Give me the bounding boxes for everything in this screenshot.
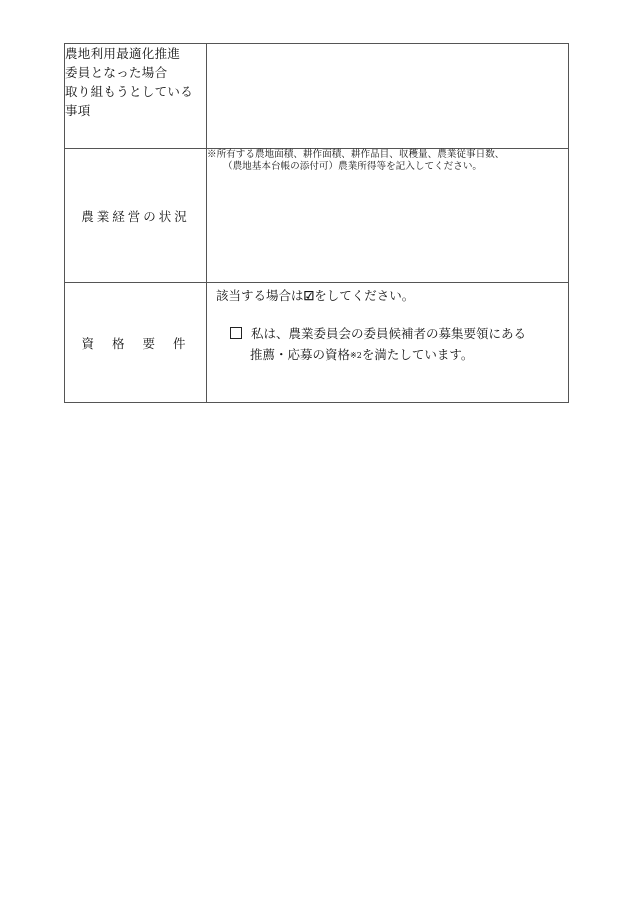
initiatives-input-area[interactable] — [207, 44, 569, 149]
application-form-table — [64, 43, 569, 403]
qualification-text-b: を満たしています。 — [361, 347, 474, 362]
row-qualifications — [65, 283, 569, 403]
note-line-2: （農地基本台帳の添付可）農業所得等を記入してください。 — [223, 161, 483, 172]
qualification-text-a: 推薦・応募の資格 — [250, 347, 351, 362]
farm-management-input-area[interactable] — [207, 149, 569, 283]
row-farm-management — [65, 149, 569, 283]
footnote-ref: ※2 — [350, 351, 362, 360]
label-line: 農地利用最適化推進 — [65, 46, 181, 61]
instruction-text-before: 該当する場合は — [216, 288, 304, 303]
qualification-instruction — [216, 286, 414, 304]
instruction-text-after: をしてください。 — [314, 288, 415, 303]
label-initiatives — [65, 44, 207, 149]
qualifications-area — [207, 283, 569, 403]
label-line: 取り組もうとしている — [65, 84, 194, 99]
label-qualifications: 資格要件 — [65, 283, 207, 403]
qualification-text-line-2 — [230, 344, 526, 366]
checkmark-icon: ☑ — [303, 289, 315, 303]
label-farm-management: 農業経営の状況 — [65, 149, 207, 283]
label-line: 委員となった場合 — [65, 65, 168, 80]
qualification-text-line-1: 私は、農業委員会の委員候補者の募集要領にある — [251, 326, 527, 341]
qualification-checkbox[interactable] — [230, 327, 242, 339]
row-initiatives — [65, 44, 569, 149]
label-line: 事項 — [65, 103, 91, 118]
note-line-1: ※所有する農地面積、耕作面積、耕作品目、収穫量、農業従事日数、 — [207, 149, 505, 160]
qualification-checkbox-item — [230, 323, 526, 366]
